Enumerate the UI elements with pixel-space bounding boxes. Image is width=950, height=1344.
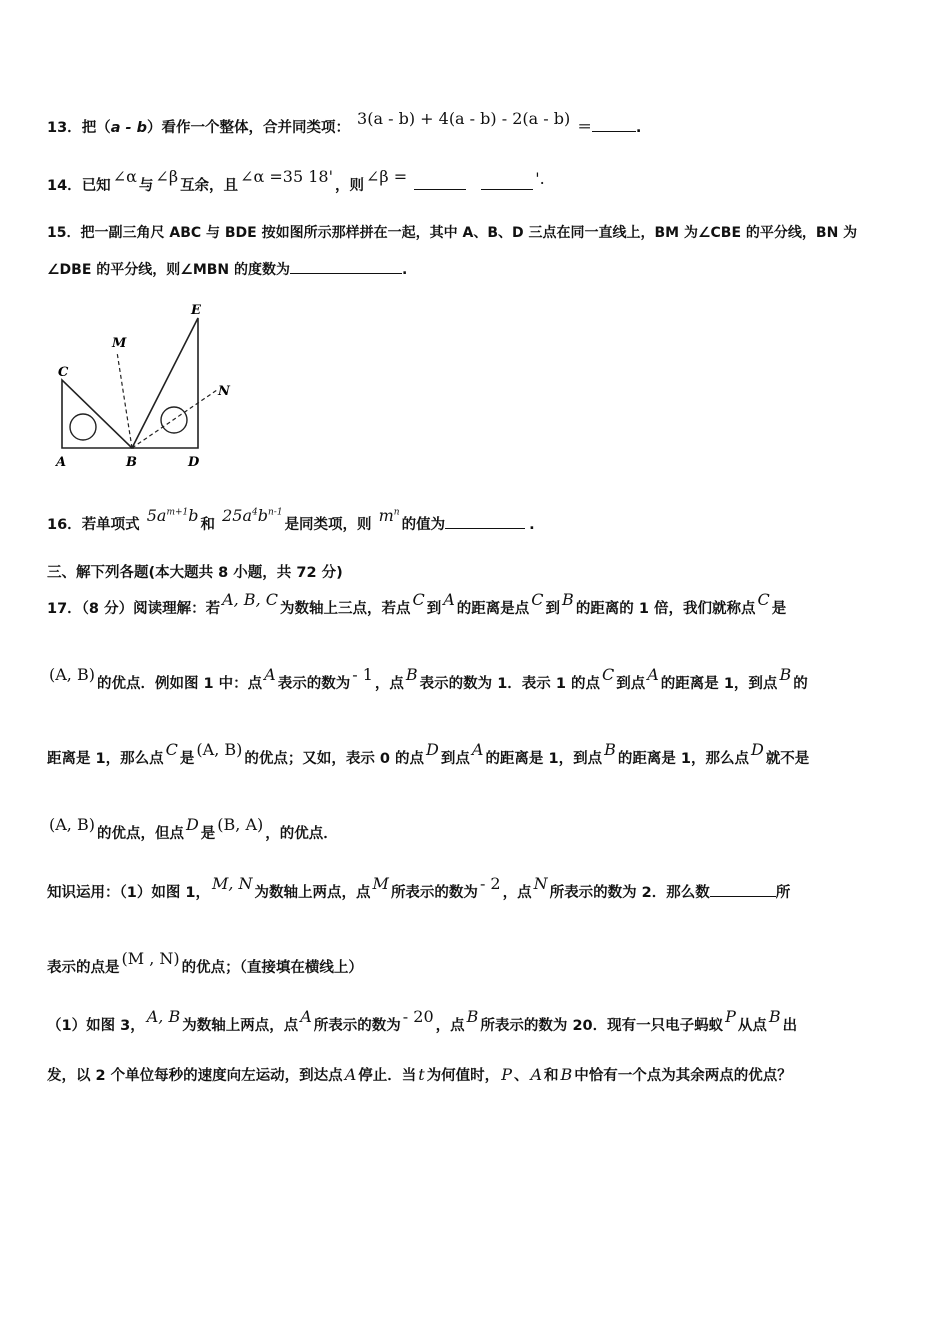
q17-problem-line-1: （1）如图 3， A, B 为数轴上两点，点 A 所表示的数为 - 20 ，点 B 所表示的数为 20．现有一只电子蚂蚁 P 从点 B 出 — [47, 1007, 798, 1034]
q13-expression: 3(a - b) + 4(a - b) - 2(a - b) — [357, 109, 571, 128]
q17-line-1: 17．（8 分）阅读理解：若 A, B, C 为数轴上三点，若点 C 到 A 的距离是点 C 到 B 的距离的 1 倍，我们就称点 C 是 — [47, 590, 787, 617]
q17-line-4: (A, B) 的优点，但点 D 是 (B, A) ，的优点． — [49, 815, 338, 842]
question-16: 16．若单项式 $5a^{m+1}b$ 和 $25a^4b^{n-1}$是同类项，则 $m^n$的值为 . — [47, 506, 535, 533]
label-e: E — [191, 303, 201, 318]
q13-paren-expr: a - b — [110, 120, 147, 136]
q14-alpha-value: ∠α =35 18' — [240, 167, 333, 186]
q17-problem-line-2: 发，以 2 个单位每秒的速度向左运动，到达点 A 停止．当 t 为何值时， P 、 A 和 B 中恰有一个点为其余两点的优点？ — [47, 1065, 792, 1084]
q13-text: 把（ — [81, 120, 111, 136]
q14-minute-blank[interactable] — [481, 187, 533, 190]
q17-knowledge-line-2: 表示的点是 (M , N) 的优点；（直接填在横线上） — [47, 949, 363, 976]
q13-number: 13． — [47, 120, 82, 136]
q14-number: 14． — [47, 178, 82, 194]
q15-triangle-figure — [50, 300, 250, 475]
q16-monomial-2: $25a^4b^{n-1}$ — [222, 506, 283, 525]
ray-bn — [132, 390, 217, 448]
question-14: 14．已知 ∠α 与 ∠β 互余，且 ∠α =35 18' ，则 ∠β = '. — [47, 167, 545, 194]
question-13: 13．把（a - b）看作一个整体，合并同类项： 3(a - b) + 4(a - b) - 2(a - b) ＝ . — [47, 109, 642, 136]
q17-line-2: (A, B) 的优点．例如图 1 中：点 A 表示的数为 - 1 ，点 B 表示的数为 1．表示 1 的点 C 到点 A 的距离是 1，到点 B 的 — [49, 665, 808, 692]
q17-knowledge-line-1: 知识运用：（1）如图 1， M, N 为数轴上两点，点 M 所表示的数为 - 2 ，点 N 所表示的数为 2．那么数 所 — [47, 874, 791, 901]
ray-bm — [117, 352, 132, 448]
label-d: D — [188, 455, 200, 470]
label-m: M — [112, 336, 127, 351]
question-15-line1: 15．把一副三角尺 ABC 与 BDE 按如图所示那样拼在一起，其中 A、B、D 三点在同一直线上，BM 为∠CBE 的平分线，BN 为 — [47, 225, 858, 241]
label-b: B — [126, 455, 137, 470]
q14-angle-alpha: ∠α — [112, 167, 137, 186]
q15-answer-blank[interactable] — [290, 271, 402, 274]
q17-line-3: 距离是 1，那么点 C 是 (A, B) 的优点；又如，表示 0 的点 D 到点 A 的距离是 1，到点 B 的距离是 1，那么点 D 就不是 — [47, 740, 810, 767]
label-a: A — [56, 455, 67, 470]
label-n: N — [218, 384, 230, 399]
triangle-abc — [62, 380, 132, 448]
triangle-abc-hole — [70, 414, 96, 440]
q13-answer-blank[interactable] — [592, 129, 636, 132]
q14-degree-blank[interactable] — [414, 187, 466, 190]
label-c: C — [58, 365, 69, 380]
section-3-heading: 三、解下列各题(本大题共 8 小题，共 72 分) — [47, 565, 343, 581]
q14-angle-beta: ∠β — [155, 167, 179, 186]
q16-answer-blank[interactable] — [445, 526, 525, 529]
q17-answer-blank[interactable] — [710, 894, 776, 897]
q14-beta-eq: ∠β = — [365, 167, 408, 186]
q16-m-power-n: $m^n$ — [378, 506, 400, 525]
question-15-line2: ∠DBE 的平分线，则∠MBN 的度数为 . — [47, 262, 408, 278]
q16-monomial-1: $5a^{m+1}b$ — [146, 506, 199, 525]
